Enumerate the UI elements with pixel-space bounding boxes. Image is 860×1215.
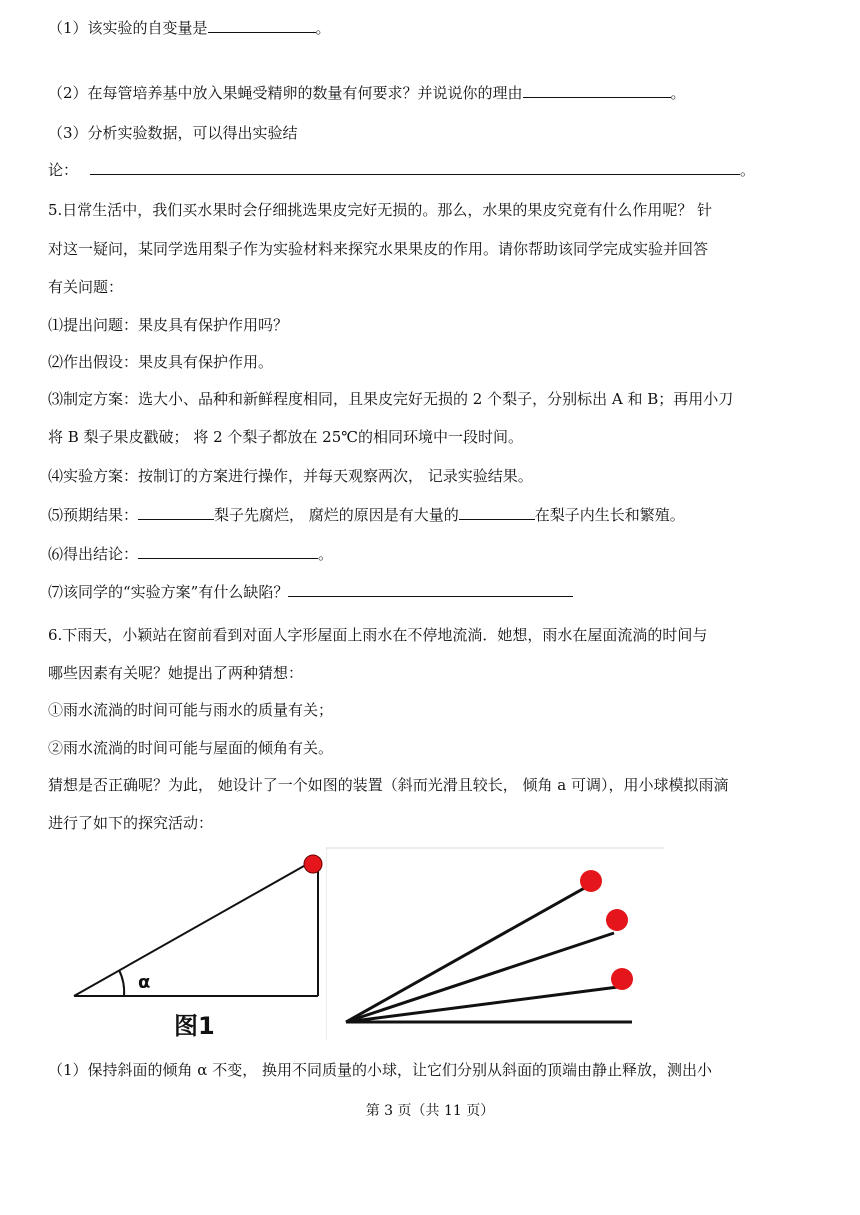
q5-intro-2: 对这一疑问，某同学选用梨子作为实验材料来探究水果果皮的作用。请你帮助该同学完成实验并回答 [48, 240, 709, 258]
angle-label: α [138, 972, 151, 993]
q5-step3-a: ⑶制定方案：选大小、品种和新鲜程度相同，且果皮完好无损的 2 个梨子，分别标出 A 和 B；再用小刀 [48, 390, 734, 408]
answer-blank[interactable] [90, 160, 740, 175]
figure-caption: 图1 [174, 1012, 215, 1040]
q6-guess-1: ①雨水流淌的时间可能与雨水的质量有关； [48, 701, 334, 719]
q5-step1: ⑴提出问题：果皮具有保护作用吗？ [48, 316, 289, 334]
answer-blank[interactable] [138, 544, 318, 559]
q6-sub1: （1）保持斜面的倾角 α 不变， 换用不同质量的小球，让它们分别从斜面的顶端由静止释放，测出小 [48, 1061, 712, 1079]
ball [580, 870, 602, 892]
q5-step7: ⑺该同学的“实验方案”有什么缺陷？ [48, 582, 573, 602]
q4-sub1: （1）该实验的自变量是 。 [48, 19, 331, 37]
answer-blank[interactable] [138, 505, 214, 520]
answer-blank[interactable] [288, 582, 573, 597]
q5-step2: ⑵作出假设：果皮具有保护作用。 [48, 353, 274, 371]
q6-intro-1: 6.下雨天，小颖站在窗前看到对面人字形屋面上雨水在不停地流淌．她想，雨水在屋面流淌的时间与 [48, 626, 708, 644]
q4-sub2: （2）在每管培养基中放入果蝇受精卵的数量有何要求？并说说你的理由 。 [48, 84, 686, 102]
q5-step3-b: 将 B 梨子果皮戳破； 将 2 个梨子都放在 25℃的相同环境中一段时间。 [48, 428, 524, 446]
q5-step6: ⑹得出结论： 。 [48, 545, 334, 563]
q6-guess-2: ②雨水流淌的时间可能与屋面的倾角有关。 [48, 739, 334, 757]
answer-blank[interactable] [208, 18, 316, 33]
answer-blank[interactable] [459, 505, 535, 520]
page-footer: 第 3 页（共 11 页） [365, 1103, 495, 1119]
angle-arc [119, 970, 124, 996]
q4-sub3-conclusion: 论： 。 [48, 161, 756, 179]
q5-step4: ⑷实验方案：按制订的方案进行操作，并每天观察两次， 记录实验结果。 [48, 467, 533, 485]
q5-intro-1: 5.日常生活中，我们买水果时会仔细挑选果皮完好无损的。那么，水果的果皮究竟有什么作用呢？ 针 [48, 201, 713, 219]
q5-step5: ⑸预期结果： 梨子先腐烂， 腐烂的原因是有大量的 在梨子内生长和繁殖。 [48, 506, 685, 524]
incline-low [346, 987, 618, 1022]
q6-text-1: 猜想是否正确呢？为此， 她设计了一个如图的装置（斜而光滑且较长， 倾角 a 可调），用小球模拟雨滴 [48, 776, 729, 794]
q5-intro-3: 有关问题： [48, 278, 124, 296]
q4-sub3: （3）分析实验数据，可以得出实验结 [48, 124, 298, 142]
figure-1-incline [66, 848, 336, 1040]
answer-blank[interactable] [523, 83, 671, 98]
ball [606, 909, 628, 931]
figure-2-inclines [326, 846, 666, 1042]
incline-slope [74, 862, 311, 996]
q6-intro-2: 哪些因素有关呢？她提出了两种猜想： [48, 664, 304, 682]
ball [304, 855, 322, 873]
q6-text-2: 进行了如下的探究活动： [48, 814, 214, 832]
ball [611, 968, 633, 990]
